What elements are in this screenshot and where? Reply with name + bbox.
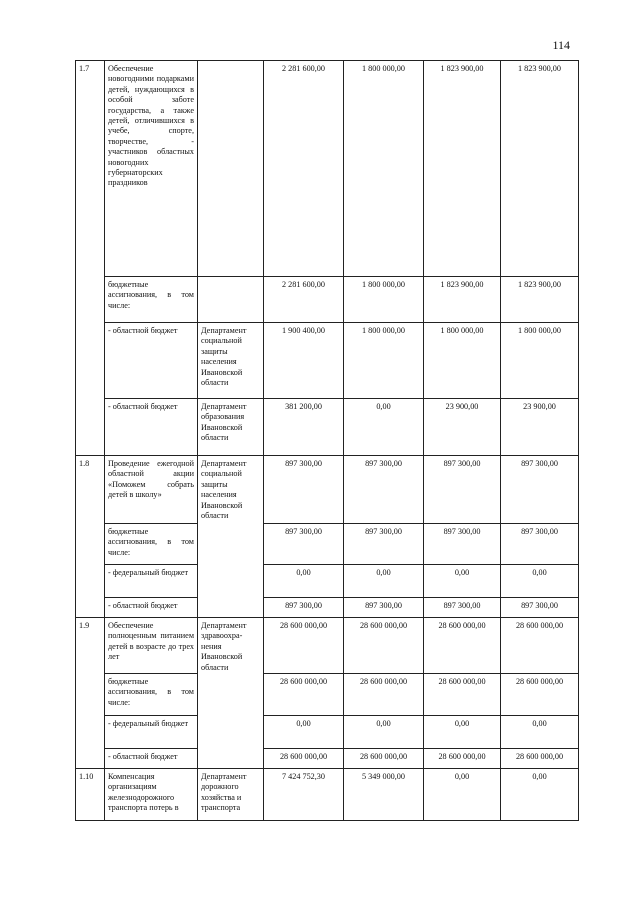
value-cell: 5 349 000,00 xyxy=(344,769,424,821)
row-number: 1.7 xyxy=(76,61,105,456)
value-cell: 28 600 000,00 xyxy=(264,618,344,674)
value-cell: 1 800 000,00 xyxy=(344,277,424,323)
value-cell: 897 300,00 xyxy=(344,524,424,565)
row-description: Проведение ежегодной областной акции «Поможем собрать детей в школу» xyxy=(105,456,198,524)
row-description: Компенсация организациям железнодорожного транспорта потерь в xyxy=(105,769,198,821)
value-cell: 897 300,00 xyxy=(344,456,424,524)
value-cell: 897 300,00 xyxy=(501,456,579,524)
value-cell: 28 600 000,00 xyxy=(264,749,344,769)
value-cell: 0,00 xyxy=(501,565,579,598)
table-row xyxy=(76,618,579,674)
value-cell: 1 823 900,00 xyxy=(424,277,501,323)
value-cell: 0,00 xyxy=(501,716,579,749)
value-cell: 0,00 xyxy=(424,769,501,821)
value-cell: 897 300,00 xyxy=(424,456,501,524)
table-row xyxy=(76,674,579,716)
value-cell: 1 800 000,00 xyxy=(424,323,501,399)
row-description: - областной бюджет xyxy=(105,399,198,456)
value-cell: 0,00 xyxy=(424,716,501,749)
value-cell: 0,00 xyxy=(344,565,424,598)
table-row xyxy=(76,524,579,565)
row-department: Департамент здравоохра-нения Ивановской области xyxy=(198,618,264,769)
table-row xyxy=(76,716,579,749)
value-cell: 897 300,00 xyxy=(424,524,501,565)
value-cell: 0,00 xyxy=(264,565,344,598)
page-number: 114 xyxy=(552,38,570,52)
row-description: Обеспечение полноценным питанием детей в возрасте до трех лет xyxy=(105,618,198,674)
value-cell: 1 800 000,00 xyxy=(344,323,424,399)
value-cell: 1 800 000,00 xyxy=(501,323,579,399)
value-cell: 1 800 000,00 xyxy=(344,61,424,277)
value-cell: 0,00 xyxy=(344,399,424,456)
budget-table xyxy=(75,60,579,821)
value-cell: 897 300,00 xyxy=(501,524,579,565)
row-description: бюджетные ассигнования, в том числе: xyxy=(105,524,198,565)
row-department: Департамент образования Ивановской области xyxy=(198,399,264,456)
row-description: бюджетные ассигнования, в том числе: xyxy=(105,674,198,716)
value-cell: 28 600 000,00 xyxy=(424,618,501,674)
value-cell: 2 281 600,00 xyxy=(264,277,344,323)
table-row xyxy=(76,456,579,524)
value-cell: 0,00 xyxy=(501,769,579,821)
value-cell: 28 600 000,00 xyxy=(501,749,579,769)
value-cell: 897 300,00 xyxy=(264,456,344,524)
row-description: - областной бюджет xyxy=(105,749,198,769)
row-department xyxy=(198,61,264,277)
value-cell: 897 300,00 xyxy=(264,524,344,565)
row-department: Департамент социальной защиты населения Ивановской области xyxy=(198,456,264,618)
row-description: - федеральный бюджет xyxy=(105,565,198,598)
value-cell: 7 424 752,30 xyxy=(264,769,344,821)
value-cell: 1 823 900,00 xyxy=(501,277,579,323)
value-cell: 897 300,00 xyxy=(424,598,501,618)
value-cell: 28 600 000,00 xyxy=(344,749,424,769)
table-row xyxy=(76,399,579,456)
value-cell: 897 300,00 xyxy=(264,598,344,618)
row-description: Обеспечение новогодними подарками детей, нуждающихся в особой заботе государства, а также детей, отличившихся в учебе, спорте, творчестве, - участников областных новогодних губернаторских праздников xyxy=(105,61,198,277)
value-cell: 0,00 xyxy=(264,716,344,749)
value-cell: 28 600 000,00 xyxy=(424,749,501,769)
table-row xyxy=(76,323,579,399)
table-row xyxy=(76,61,579,277)
row-number: 1.10 xyxy=(76,769,105,821)
row-department: Департамент социальной защиты населения Ивановской области xyxy=(198,323,264,399)
value-cell: 28 600 000,00 xyxy=(424,674,501,716)
value-cell: 28 600 000,00 xyxy=(501,618,579,674)
value-cell: 1 900 400,00 xyxy=(264,323,344,399)
value-cell: 897 300,00 xyxy=(501,598,579,618)
row-department xyxy=(198,277,264,323)
value-cell: 28 600 000,00 xyxy=(264,674,344,716)
row-number: 1.9 xyxy=(76,618,105,769)
table-row xyxy=(76,277,579,323)
row-description: - областной бюджет xyxy=(105,323,198,399)
value-cell: 23 900,00 xyxy=(424,399,501,456)
value-cell: 1 823 900,00 xyxy=(424,61,501,277)
value-cell: 0,00 xyxy=(424,565,501,598)
value-cell: 23 900,00 xyxy=(501,399,579,456)
value-cell: 2 281 600,00 xyxy=(264,61,344,277)
row-description: - федеральный бюджет xyxy=(105,716,198,749)
row-number: 1.8 xyxy=(76,456,105,618)
value-cell: 1 823 900,00 xyxy=(501,61,579,277)
row-description: - областной бюджет xyxy=(105,598,198,618)
value-cell: 28 600 000,00 xyxy=(344,618,424,674)
value-cell: 381 200,00 xyxy=(264,399,344,456)
row-department: Департамент дорожного хозяйства и транспорта xyxy=(198,769,264,821)
row-description: бюджетные ассигнования, в том числе: xyxy=(105,277,198,323)
table-row xyxy=(76,749,579,769)
table-row xyxy=(76,565,579,598)
value-cell: 28 600 000,00 xyxy=(501,674,579,716)
value-cell: 0,00 xyxy=(344,716,424,749)
table-row xyxy=(76,598,579,618)
value-cell: 28 600 000,00 xyxy=(344,674,424,716)
value-cell: 897 300,00 xyxy=(344,598,424,618)
table-row xyxy=(76,769,579,821)
